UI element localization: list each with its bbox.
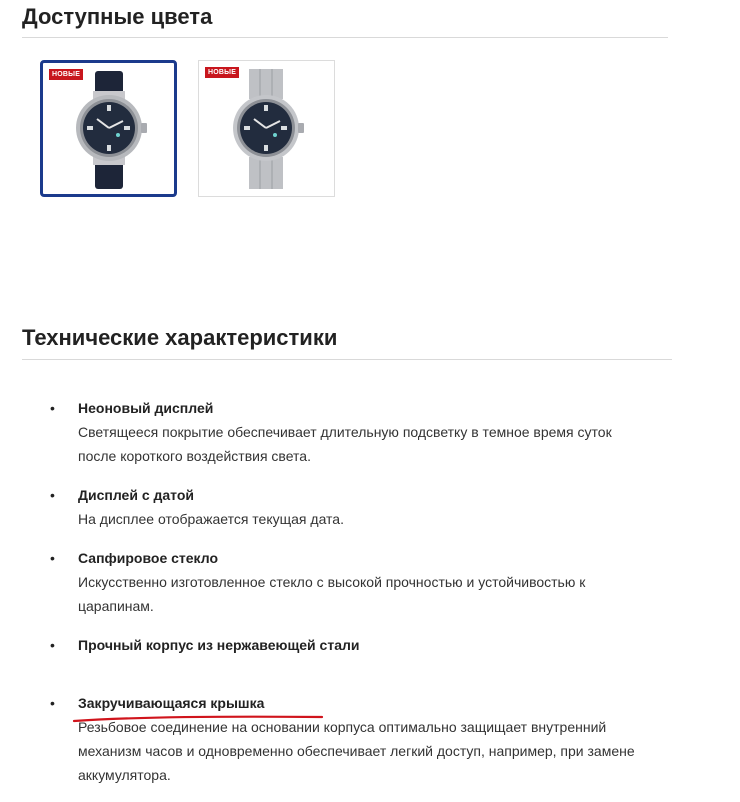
watch-bracelet-icon [199, 61, 334, 196]
feature-list [48, 396, 648, 787]
bullet-icon: • [50, 487, 55, 503]
technical-specs-section [22, 325, 672, 360]
feature-title: Прочный корпус из нержавеющей стали [78, 637, 360, 653]
feature-title: Дисплей с датой [78, 487, 194, 503]
bullet-icon: • [50, 637, 55, 653]
feature-title: Неоновый дисплей [78, 400, 214, 416]
new-badge: НОВЫЕ [205, 67, 239, 78]
list-item [48, 546, 648, 618]
list-item [48, 633, 648, 657]
available-colors-section [22, 4, 668, 38]
watch-leather-icon [43, 63, 174, 194]
new-badge: НОВЫЕ [49, 69, 83, 80]
feature-description: Резьбовое соединение на основании корпуса оптимально защищает внутренний механизм часов и одновременно обеспечивает легкий доступ, например, при замене аккумулятора. [78, 719, 635, 783]
bullet-icon: • [50, 550, 55, 566]
list-item [48, 483, 648, 531]
bullet-icon: • [50, 695, 55, 711]
list-item [48, 396, 648, 468]
technical-specs-heading: Технические характеристики [22, 325, 672, 360]
color-swatch-steel-bracelet[interactable] [198, 60, 335, 197]
feature-description: На дисплее отображается текущая дата. [78, 511, 344, 527]
red-underline-annotation [72, 713, 328, 727]
available-colors-heading: Доступные цвета [22, 4, 668, 38]
list-item [48, 691, 648, 787]
feature-title: Закручивающаяся крышка [78, 695, 265, 711]
bullet-icon: • [50, 400, 55, 416]
feature-description: Светящееся покрытие обеспечивает длительную подсветку в темное время суток после короткого воздействия света. [78, 424, 612, 464]
feature-description: Искусственно изготовленное стекло с высокой прочностью и устойчивостью к царапинам. [78, 574, 586, 614]
color-swatch-black-leather[interactable] [40, 60, 177, 197]
feature-title: Сапфировое стекло [78, 550, 218, 566]
